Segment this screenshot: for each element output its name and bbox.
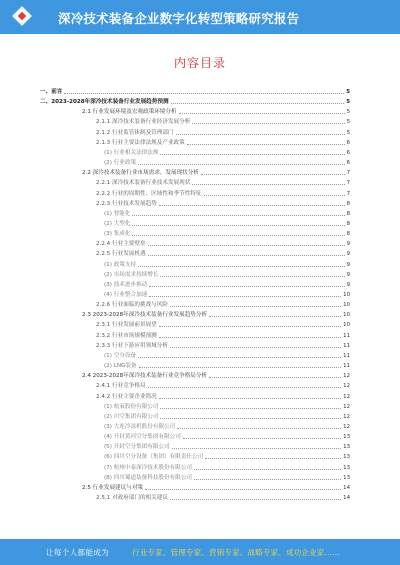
toc-entry-page: 10 [343,322,350,329]
toc-dot-leader [209,316,341,317]
toc-entry[interactable] [82,167,350,176]
toc-dot-leader [204,195,345,196]
toc-entry-title: (2) 大型化 [104,220,131,227]
toc-dot-leader [176,134,345,135]
toc-entry-page: 12 [343,393,350,400]
toc-entry[interactable] [104,451,350,460]
toc-dot-leader [159,398,341,399]
toc-dot-leader [159,326,341,327]
toc-entry-page: 12 [343,413,350,420]
toc-entry-page: 13 [343,454,350,461]
toc-entry-title: (5) 开封空分集团有限公司 [104,444,170,451]
toc-dot-leader [159,337,341,338]
toc-entry-page: 9 [346,251,350,258]
toc-entry[interactable] [96,248,350,257]
toc-entry[interactable] [104,431,350,440]
toc-entry[interactable] [104,421,350,430]
toc-entry[interactable] [96,330,350,339]
toc-entry-title: (2) 行业政策 [104,160,137,167]
toc-heading: 内容目录 [173,56,226,70]
toc-entry-page: 8 [346,210,350,217]
toc-entry-page: 10 [343,312,350,319]
toc-entry-title: 2.5 行业发展建议与对策 [82,484,144,491]
toc-entry[interactable] [96,492,350,501]
toc-dot-leader [209,377,341,378]
toc-dot-leader [160,154,344,155]
toc-entry[interactable] [96,116,350,125]
toc-dot-leader [138,164,344,165]
toc-entry-title: 2.2 深冷技术装备行业市场需求、发展现状分析 [82,170,199,177]
toc-dot-leader [160,276,344,277]
toc-entry-title: 2.2.2 行业的周期性、区域性和季节性特征 [96,190,202,197]
toc-entry[interactable] [96,137,350,146]
toc-entry-page: 9 [346,241,350,248]
toc-entry-title: (3) 集成化 [104,231,131,238]
toc-dot-leader [149,286,344,287]
toc-entry[interactable] [40,86,350,95]
toc-entry-title: 2.3.3 行业下游应用领域分析 [96,342,168,349]
toc-dot-leader [132,225,344,226]
toc-entry-title: (3) 大连冷冻机股份有限公司 [104,423,176,430]
toc-entry[interactable] [104,472,350,481]
toc-entry-title: 2.2.3 行业技术发展趋势 [96,200,157,207]
toc-dot-leader [170,499,341,500]
toc-entry-title: (7) 杭州中泰深冷技术股份有限公司 [104,464,193,471]
toc-entry[interactable] [104,228,350,237]
toc-dot-leader [170,347,341,348]
toc-dot-leader [139,367,342,368]
toc-entry-title: 一、前言 [40,89,63,95]
toc-entry[interactable] [104,147,350,156]
toc-dot-leader [160,418,341,419]
toc-entry-page: 8 [346,220,350,227]
toc-entry-page: 12 [343,403,350,410]
toc-entry-page: 10 [343,302,350,309]
toc-entry[interactable] [104,411,350,420]
toc-entry[interactable] [104,279,350,288]
toc-entry-page: 5 [346,89,350,95]
toc-dot-leader [148,255,345,256]
toc-entry-page: 14 [343,484,350,491]
toc-dot-leader [171,103,345,104]
toc-entry[interactable] [40,96,350,105]
toc-entry-page: 14 [343,495,350,501]
toc-entry-title: 2.1.3 行业主要法律法规及产业政策 [96,139,185,146]
toc-entry[interactable] [96,177,350,186]
toc-entry-page: 5 [346,119,350,126]
toc-entry-page: 9 [346,281,350,288]
toc-entry-title: 2.3.1 行业发展前景展望 [96,322,157,329]
toc-dot-leader [132,235,344,236]
toc-dot-leader [145,489,341,490]
toc-dot-leader [132,215,344,216]
toc-entry-title: (1) 行业相关法律法规 [104,149,159,156]
toc-entry-page: 6 [346,139,350,146]
company-logo [12,6,32,26]
toc-entry-title: (2) LNG装备 [104,363,137,370]
toc-entry-title: 2.4.2 行业主要企业简况 [96,393,157,400]
toc-dot-leader [138,266,344,267]
toc-entry-title: (6) 四川空分设备（集团）有限责任公司 [104,454,204,461]
toc-entry-title: (1) 政策支持 [104,261,137,268]
toc-entry[interactable] [96,238,350,247]
toc-entry-title: 2.2.4 行业主要壁垒 [96,241,146,248]
toc-entry-page: 12 [343,423,350,430]
toc-entry[interactable] [104,462,350,471]
toc-entry-title: 2.2.5 行业发展机遇 [96,251,146,258]
toc-dot-leader [170,306,341,307]
toc-entry-page: 9 [346,261,350,268]
toc-entry-page: 8 [346,200,350,207]
toc-entry-page: 11 [343,332,350,339]
toc-entry-title: 2.1.1 深冷技术装备行业经济发展分析 [96,119,191,126]
toc-entry-page: 12 [343,383,350,390]
toc-entry-title: (1) 智能化 [104,210,131,217]
toc-entry[interactable] [104,289,350,298]
toc-entry-page: 5 [346,129,350,136]
report-title: 深冷技术装备企业数字化转型策略研究报告 [58,11,300,26]
toc-entry[interactable] [104,350,350,359]
toc-entry-page: 6 [346,149,350,156]
toc-entry-title: (3) 技术进步推动 [104,281,148,288]
toc-entry-title: (2) 川空集团有限公司 [104,413,159,420]
toc-entry[interactable] [104,269,350,278]
toc-entry[interactable] [82,370,350,379]
toc-entry-title: (2) 市场需求持续增长 [104,271,159,278]
toc-entry-title: 2.1.2 行业监管体制及管理部门 [96,129,174,136]
toc-dot-leader [192,184,344,185]
toc-entry-page: 13 [343,434,350,441]
toc-dot-leader [177,428,341,429]
toc-entry-title: 2.3.2 行业市场规模预测 [96,332,157,339]
toc-entry-title: 二、2023-2028年深冷技术装备行业发展趋势预测 [40,99,169,106]
toc-dot-leader [148,245,345,246]
toc-entry-page: 13 [343,464,350,471]
toc-entry-title: 2.2.1 深冷技术装备行业技术发展现状 [96,180,191,187]
toc-entry-title: (4) 开封黄河空分集团有限公司 [104,434,181,441]
toc-dot-leader [149,296,341,297]
toc-dot-leader [192,123,344,124]
toc-dot-leader [194,479,341,480]
toc-entry[interactable] [82,309,350,318]
toc-entry-title: (1) 杭氧股份有限公司 [104,403,159,410]
footer-slogan-lead: 让每个人都能成为 [46,548,110,557]
toc-dot-leader [160,408,341,409]
toc-entry[interactable] [96,198,350,207]
toc-entry-page: 13 [343,474,350,481]
toc-entry[interactable] [104,441,350,450]
toc-entry[interactable] [96,188,350,197]
toc-entry[interactable] [82,482,350,491]
toc-entry-page: 5 [346,99,350,106]
toc-entry-page: 13 [343,444,350,451]
toc-entry-title: 2.2.6 行业面临的挑战与风险 [96,302,168,309]
toc-entry[interactable] [104,360,350,369]
toc-entry-page: 12 [343,373,350,380]
toc-entry-title: (1) 空分设备 [104,352,137,359]
toc-entry-page: 11 [343,342,350,349]
toc-entry-page: 6 [346,160,350,167]
toc-entry-page: 11 [343,363,350,370]
toc-entry[interactable] [96,299,350,308]
toc-dot-leader [183,438,341,439]
toc-entry-title: (4) 行业整合加速 [104,292,148,298]
toc-entry-title: (8) 四川蜀道装备科技股份有限公司 [104,474,193,481]
toc-entry-title: 2.3 2023-2028年深冷技术装备行业发展趋势分析 [82,312,208,319]
toc-entry[interactable] [96,127,350,136]
toc-dot-leader [194,469,341,470]
toc-entry[interactable] [104,218,350,227]
toc-entry[interactable] [104,401,350,410]
toc-entry-page: 10 [343,292,350,298]
toc-dot-leader [201,174,345,175]
footer-slogan-roles: 行业专家、管理专家、营销专家、战略专家、成功企业家…… [132,548,340,557]
toc-dot-leader [187,144,345,145]
toc-entry-page: 11 [343,352,350,359]
toc-dot-leader [172,448,342,449]
footer-bar [0,539,400,565]
toc-entry-title: 2.5.1 对政府部门的相关建议 [96,495,168,501]
toc-dot-leader [138,357,341,358]
toc-entry-page: 7 [346,190,350,197]
toc-entry[interactable] [96,391,350,400]
toc-dot-leader [148,387,342,388]
toc-entry[interactable] [104,259,350,268]
toc-entry-page: 9 [346,271,350,278]
toc-entry-title: 2.4.1 行业竞争格局 [96,383,146,390]
toc-entry[interactable] [96,319,350,328]
toc-entry[interactable] [96,340,350,349]
toc-dot-leader [159,205,345,206]
toc-entry-title: 2.1 行业发展环境及宏观政策环境分析 [82,109,177,116]
toc-dot-leader [205,458,341,459]
report-header-bar [0,0,400,34]
toc-dot-leader [179,113,345,114]
toc-entry-page: 7 [346,180,350,187]
toc-entry[interactable] [104,208,350,217]
toc-entry[interactable] [104,157,350,166]
toc-entry-page: 8 [346,231,350,238]
toc-entry[interactable] [82,106,350,115]
toc-dot-leader [64,93,344,94]
toc-entry-title: 2.4 2023-2028年深冷技术装备行业竞争格局分析 [82,373,208,380]
toc-entry-page: 5 [346,109,350,116]
toc-entry-page: 7 [346,170,350,177]
toc-entry[interactable] [96,380,350,389]
